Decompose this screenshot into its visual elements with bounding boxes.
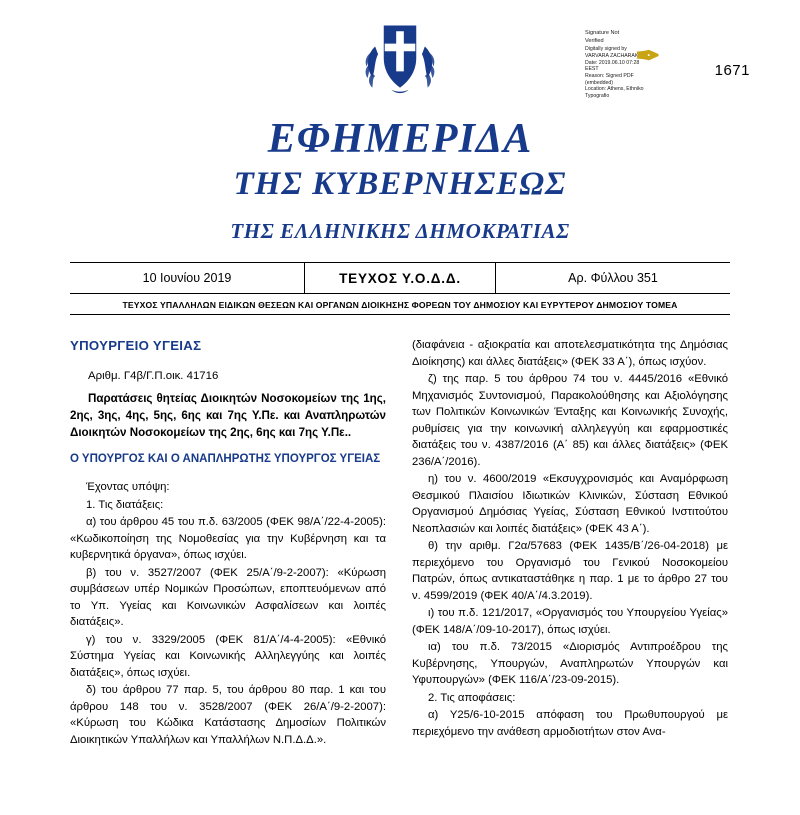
issue-date: 10 Ιουνίου 2019 — [142, 271, 232, 286]
paragraph: η) του ν. 4600/2019 «Εκσυγχρονισμός και Αναμόρφωση Θεσμικού Πλαισίου Ιδιωτικών Κλινικών, Σύσταση Εθνικού Οργανισμού Δημόσιας Υγείας, Σύσταση Εθνικού Ινστιτούτου Νεοπλασιών και λοιπές διατάξεις» (ΦΕΚ 43 Α΄). — [412, 473, 728, 535]
issue-type: ΤΕΥΧΟΣ Υ.Ο.Δ.Δ. — [304, 263, 496, 293]
paragraph: α) Υ25/6-10-2015 απόφαση του Πρωθυπουργού με περιεχόμενο την ανάθεση αρμοδιοτήτων στον Ανα- — [412, 709, 728, 738]
paragraph: Έχοντας υπόψη: — [86, 481, 170, 494]
signature-not-verified-line1: Signature Not — [585, 30, 620, 36]
paragraph: 2. Τις αποφάσεις: — [428, 691, 516, 704]
signature-detail-5: (embedded) — [585, 79, 613, 86]
signature-not-verified-line2: Verified — [585, 38, 604, 45]
signature-detail-4: Reason: Signed PDF — [585, 72, 634, 79]
masthead-title-line-1: ΕΦΗΜΕΡΙΔΑ — [267, 116, 533, 162]
masthead-subtitle: ΤΗΣ ΕΛΛΗΝΙΚΗΣ ΔΗΜΟΚΡΑΤΙΑΣ — [230, 219, 570, 244]
document-title: Παρατάσεις θητείας Διοικητών Νοσοκομείων της 1ης, 2ης, 3ης, 4ης, 5ης, 6ης και 7ης Υ.Πε. και Αναπληρωτών Διοικητών Νοσοκομείων της 2ης, 6ης και 7ης Υ.Πε.. — [70, 392, 386, 440]
paragraph: θ) την αριθμ. Γ2α/57683 (ΦΕΚ 1435/Β΄/26-04-2018) με περιεχόμενο του Οργανισμό του Γενικού Νοσοκομείου Πατρών, όπως αντικαταστάθηκε η παρ. 1 με το άρθρο 27 του ν. 4599/2019 (ΦΕΚ 40/Α΄/4.3.2019). — [412, 540, 728, 602]
issue-subtitle: ΤΕΥΧΟΣ ΥΠΑΛΛΗΛΩΝ ΕΙΔΙΚΩΝ ΘΕΣΕΩΝ ΚΑΙ ΟΡΓΑΝΩΝ ΔΙΟΙΚΗΣΗΣ ΦΟΡΕΩΝ ΤΟΥ ΔΗΜΟΣΙΟΥ ΚΑΙ ΕΥΡΥΤΕΡΟΥ ΔΗΜΟΣΙΟΥ ΤΟΜΕΑ — [122, 300, 678, 311]
paragraph: ια) του π.δ. 73/2015 «Διορισμός Αντιπροέδρου της Κυβέρνησης, Υπουργών, Αναπληρωτών Υπουργών και Υφυπουργών» (ΦΕΚ 116/Α΄/23-09-2015). — [412, 641, 728, 687]
paragraph: ι) του π.δ. 121/2017, «Οργανισμός του Υπουργείου Υγείας» (ΦΕΚ 148/Α΄/09-10-2017), όπως ισχύει. — [412, 607, 728, 636]
signature-detail-6: Location: Athens, Ethniko — [585, 86, 644, 93]
greek-republic-emblem — [361, 14, 439, 100]
paragraph: ζ) της παρ. 5 του άρθρου 74 του ν. 4445/2016 «Εθνικό Μηχανισμός Συντονισμού, Παρακολούθησης και Αξιολόγησης των Πολιτικών Κοινωνικών Ένταξης και Κοινωνικής Συνοχής, ρυθμίσεις για την κοινωνική αλληλεγγύη και εφαρμοστικές διατάξεις του ν. 4387/2016 (Α΄ 85) και άλλες διατάξεις» (ΦΕΚ 236/Α΄/2016). — [412, 373, 728, 468]
signature-detail-7: Typografio — [585, 92, 610, 99]
document-number: Αριθμ. Γ4β/Γ.Π.οικ. 41716 — [88, 370, 219, 383]
issuing-authority: Ο ΥΠΟΥΡΓΟΣ ΚΑΙ Ο ΑΝΑΠΛΗΡΩΤΗΣ ΥΠΟΥΡΓΟΣ ΥΓΕΙΑΣ — [70, 453, 381, 466]
right-column — [412, 337, 728, 749]
signature-detail-0: Digitally signed by — [585, 46, 627, 53]
paragraph: 1. Τις διατάξεις: — [86, 498, 164, 511]
left-column — [70, 337, 386, 749]
paragraph: α) του άρθρου 45 του π.δ. 63/2005 (ΦΕΚ 98/Α΄/22-4-2005): «Κωδικοποίηση της Νομοθεσίας για την Κυβέρνηση και τα κυβερνητικά όργανα», όπως ισχύει. — [70, 516, 386, 562]
right-column-body — [412, 337, 728, 740]
signature-stamp-icon: ✒ — [635, 40, 661, 73]
issue-bar — [70, 263, 730, 293]
divider-middle — [70, 293, 730, 294]
divider-bottom — [70, 314, 730, 315]
paragraph: (διαφάνεια - αξιοκρατία και αποτελεσματικότητα της Δημόσιας Διοίκησης) και άλλες διατάξεις» (ΦΕΚ 33 Α΄), όπως ισχύον. — [412, 339, 728, 368]
signature-detail-3: EEST — [585, 66, 599, 73]
left-column-body — [70, 479, 386, 748]
masthead — [0, 0, 800, 244]
body-columns — [70, 337, 730, 749]
issue-number: Αρ. Φύλλου 351 — [568, 271, 658, 286]
paragraph: β) του ν. 3527/2007 (ΦΕΚ 25/Α΄/9-2-2007): «Κύρωση συμβάσεων υπέρ Νομικών Προσώπων, εποπτευόμενων από το Υπ. Υγείας και Κοινωνικών Ασφαλίσεων και λοιπές διατάξεις». — [70, 566, 386, 629]
signature-detail-2: Date: 2019.06.10 07:28 — [585, 59, 640, 66]
masthead-title-line-2: ΤΗΣ ΚΥΒΕΡΝΗΣΕΩΣ — [233, 165, 567, 202]
page-number: 1671 — [714, 62, 750, 79]
signature-detail-1: VARVARA ZACHARAKI — [585, 52, 640, 59]
paragraph: δ) του άρθρου 77 παρ. 5, του άρθρου 80 παρ. 1 και του άρθρου 148 του ν. 3528/2007 (ΦΕΚ 26/Α΄/9-2-2007): «Κύρωση του Κώδικα Κατάστασης Δημοσίων Πολιτικών Διοικητικών Υπαλλήλων και Υπαλλήλων Ν.Π.Δ.Δ.». — [70, 684, 386, 746]
paragraph: γ) του ν. 3329/2005 (ΦΕΚ 81/Α΄/4-4-2005): «Εθνικό Σύστημα Υγείας και Κοινωνικής Αλληλεγγύης και λοιπές διατάξεις», όπως ισχύει. — [70, 633, 386, 679]
ministry-heading: ΥΠΟΥΡΓΕΙΟ ΥΓΕΙΑΣ — [70, 338, 202, 354]
